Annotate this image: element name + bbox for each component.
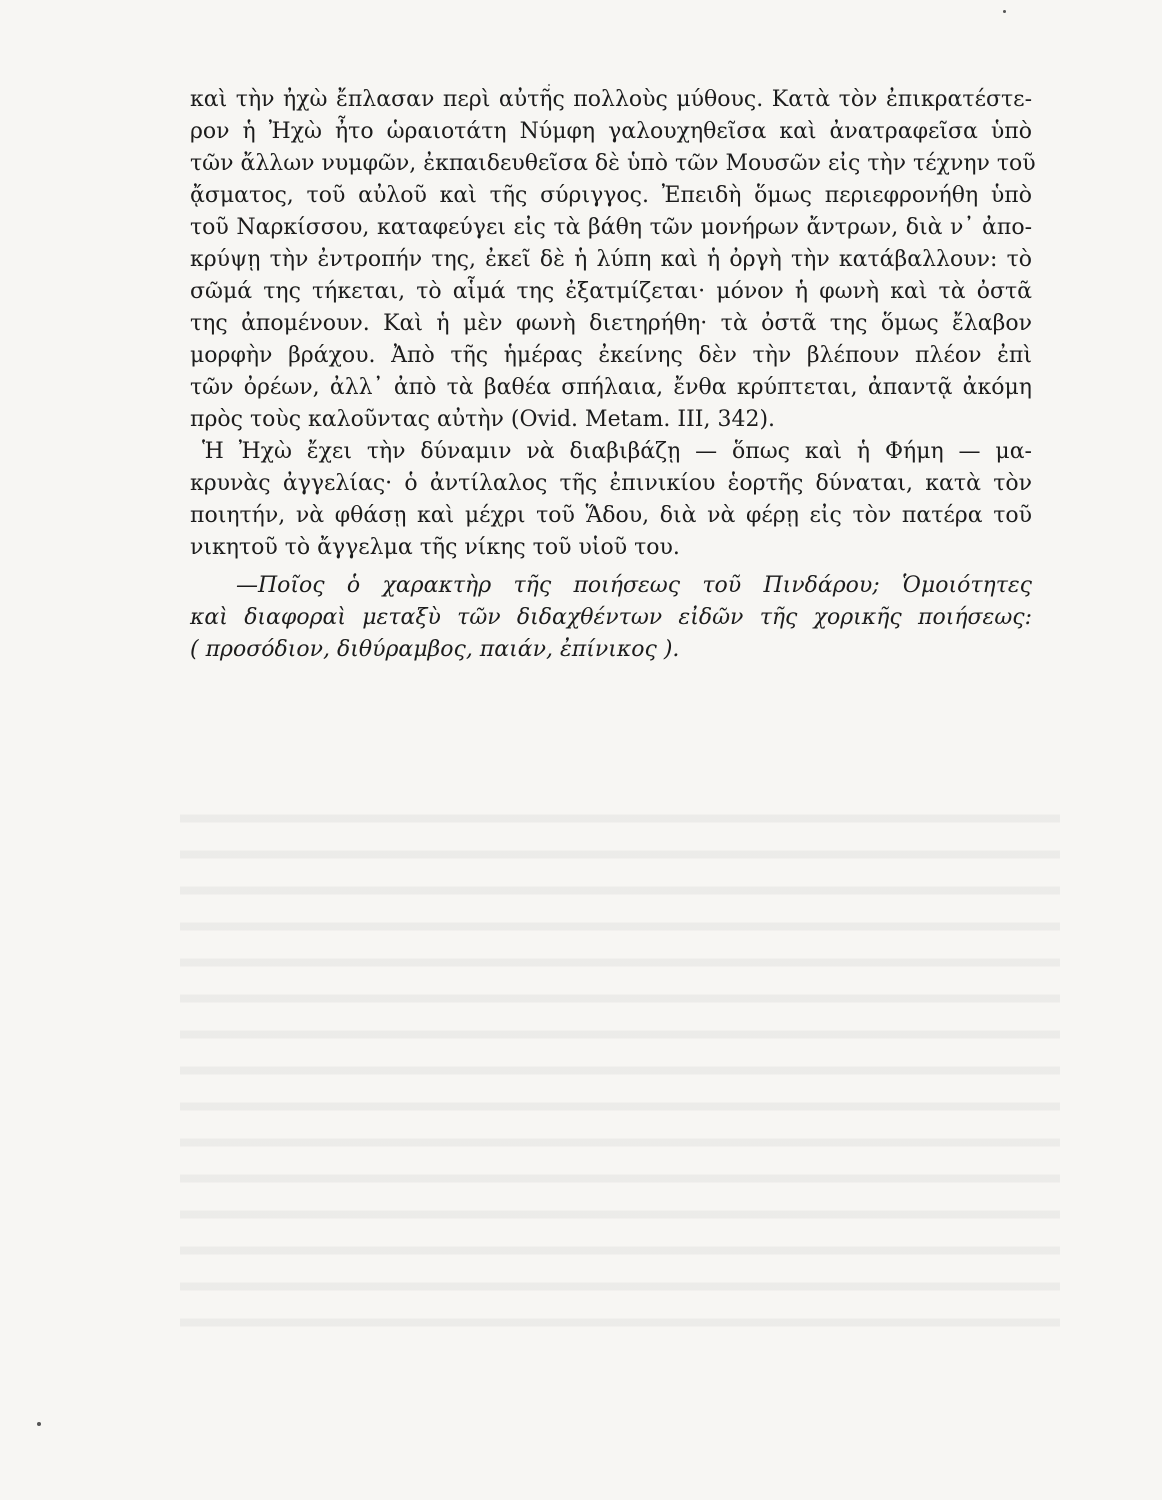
question-line: ( προσόδιον, διθύραμβος, παιάν, ἐπίνικος ). — [190, 637, 680, 662]
dust-speck — [548, 84, 550, 86]
text-line: ρον ἡ Ἠχὼ ἦτο ὡραιοτάτη Νύμφη γαλουχηθεῖσα καὶ ἀνατραφεῖσα ὑπὸ — [190, 119, 1032, 144]
text-line: ᾄσματος, τοῦ αὐλοῦ καὶ τῆς σύριγγος. Ἐπειδὴ ὅμως περιεφρονήθη ὑπὸ — [190, 183, 1032, 208]
dust-speck — [1003, 10, 1006, 13]
text-line: νικητοῦ τὸ ἄγγελμα τῆς νίκης τοῦ υἱοῦ του. — [190, 535, 680, 560]
question-line: καὶ διαφοραὶ μεταξὺ τῶν διδαχθέντων εἰδῶν τῆς χορικῆς ποιήσεως: — [190, 605, 1032, 630]
paragraph-echo-myth — [190, 84, 1036, 436]
text-line: μορφὴν βράχου. Ἀπὸ τῆς ἡμέρας ἐκείνης δὲν τὴν βλέπουν πλέον ἐπὶ — [190, 343, 1032, 368]
text-line: πρὸς τοὺς καλοῦντας αὐτὴν (Ovid. Metam. III, 342). — [190, 407, 776, 432]
dust-speck — [37, 1422, 41, 1426]
text-line: τῶν ἄλλων νυμφῶν, ἐκπαιδευθεῖσα δὲ ὑπὸ τῶν Μουσῶν εἰς τὴν τέχνην τοῦ — [190, 151, 1036, 176]
text-line: κρυνὰς ἀγγελίας· ὁ ἀντίλαλος τῆς ἐπινικίου ἑορτῆς δύναται, κατὰ τὸν — [190, 471, 1032, 496]
text-line: ποιητήν, νὰ φθάσῃ καὶ μέχρι τοῦ Ἅδου, διὰ νὰ φέρῃ εἰς τὸν πατέρα τοῦ — [190, 503, 1032, 528]
show-through-bleed — [180, 790, 1060, 1350]
text-line: σῶμά της τήκεται, τὸ αἷμά της ἐξατμίζεται· μόνον ἡ φωνὴ καὶ τὰ ὀστᾶ — [190, 279, 1032, 304]
text-line: τῶν ὀρέων, ἀλλ᾽ ἀπὸ τὰ βαθέα σπήλαια, ἔνθα κρύπτεται, ἀπαντᾷ ἀκόμη — [190, 375, 1032, 400]
text-line: τοῦ Ναρκίσσου, καταφεύγει εἰς τὰ βάθη τῶν μονήρων ἄντρων, διὰ ν᾽ ἀπο- — [190, 215, 1032, 240]
paragraph-echo-power — [190, 436, 1032, 564]
text-line: καὶ τὴν ἠχὼ ἔπλασαν περὶ αὐτῆς πολλοὺς μύθους. Κατὰ τὸν ἐπικρατέστε- — [190, 87, 1032, 112]
question-line: —Ποῖος ὁ χαρακτὴρ τῆς ποιήσεως τοῦ Πινδάρου; Ὁμοιότητες — [236, 573, 1032, 598]
body-text — [190, 84, 1036, 666]
text-line: κρύψῃ τὴν ἐντροπήν της, ἐκεῖ δὲ ἡ λύπη καὶ ἡ ὀργὴ τὴν κατάβαλλουν: τὸ — [190, 247, 1032, 272]
text-line: της ἀπομένουν. Καὶ ἡ μὲν φωνὴ διετηρήθη· τὰ ὀστᾶ της ὅμως ἔλαβον — [190, 311, 1032, 336]
text-line: Ἡ Ἠχὼ ἔχει τὴν δύναμιν νὰ διαβιβάζῃ — ὅπως καὶ ἡ Φήμη — μα- — [202, 439, 1032, 464]
study-question — [190, 570, 1032, 666]
